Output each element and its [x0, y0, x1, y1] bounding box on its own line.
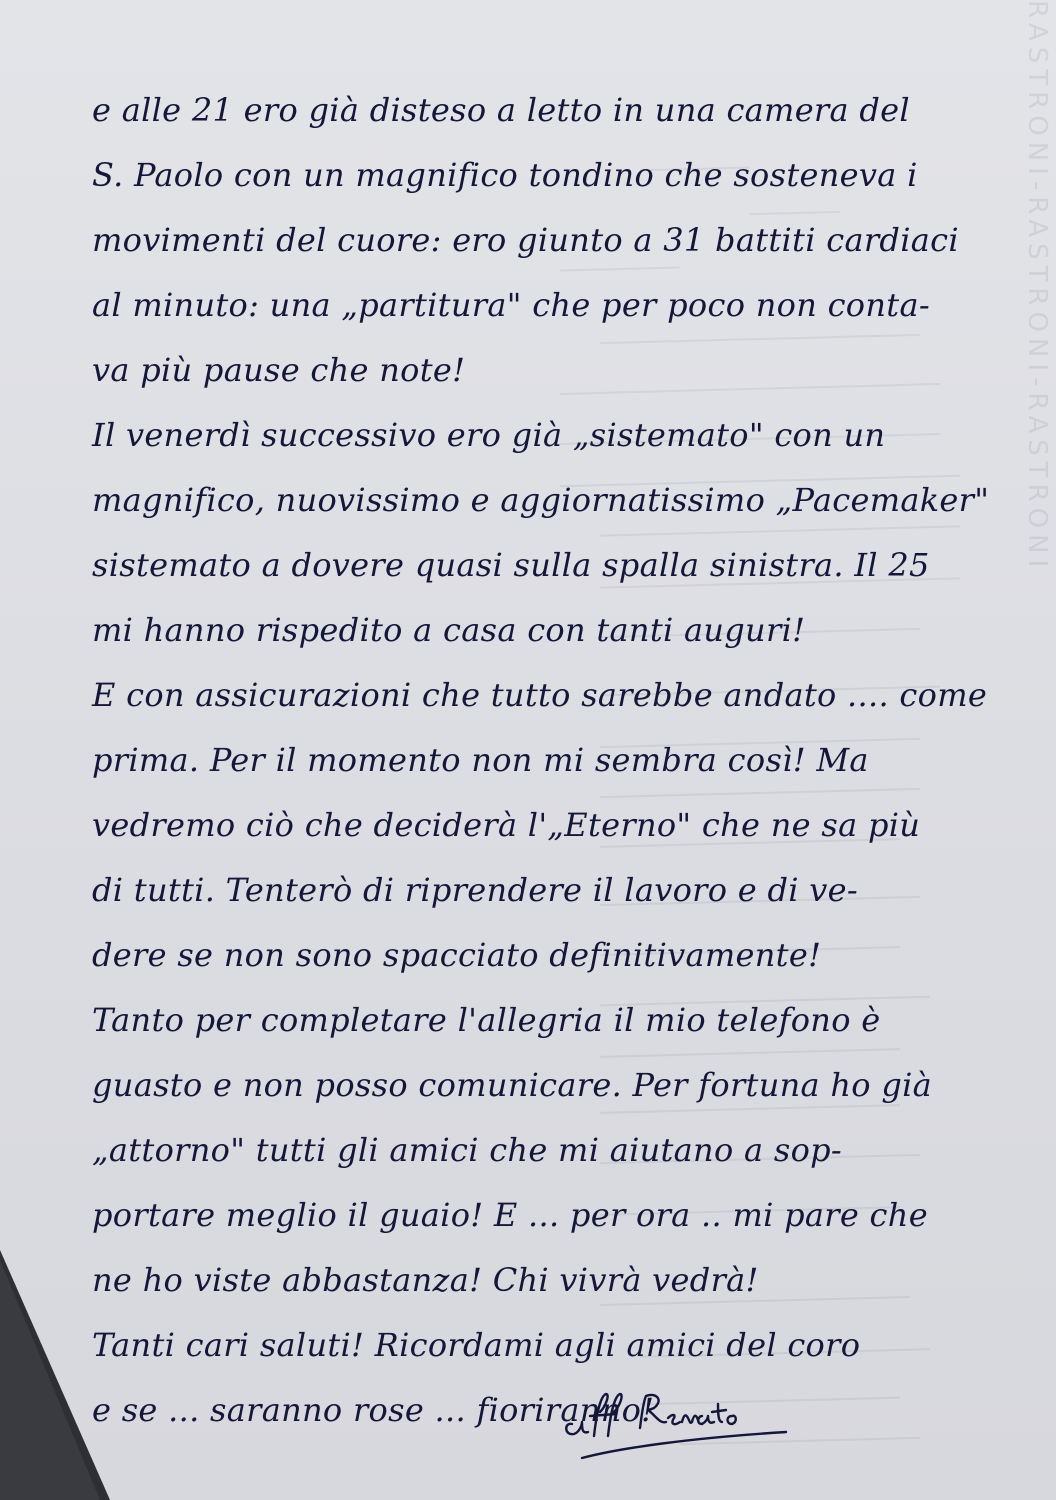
letter-line: al minuto: una „partitura" che per poco non conta-: [92, 286, 930, 324]
letter-line: Tanto per completare l'allegria il mio telefono è: [92, 1001, 881, 1039]
letter-line: guasto e non posso comunicare. Per fortuna ho già: [92, 1066, 933, 1104]
letter-line: e alle 21 ero già disteso a letto in una camera del: [92, 91, 910, 129]
letter-line: di tutti. Tenterò di riprendere il lavoro e di ve-: [92, 871, 859, 909]
letter-line: portare meglio il guaio! E ... per ora .. mi pare che: [92, 1196, 928, 1234]
signature-drawing: [560, 1382, 800, 1462]
letter-body: [92, 78, 990, 1443]
letter-line: dere se non sono spacciato definitivamente!: [92, 936, 822, 974]
letter-line: vedremo ciò che deciderà l'„Eterno" che ne sa più: [92, 806, 921, 844]
paper-watermark: RASTRONI-RASTRONI-RASTRONI: [1022, 0, 1052, 574]
letter-line: movimenti del cuore: ero giunto a 31 battiti cardiaci: [92, 221, 959, 259]
letter-line: prima. Per il momento non mi sembra così! Ma: [92, 741, 869, 779]
letter-line: magnifico, nuovissimo e aggiornatissimo „Pacemaker": [92, 481, 990, 519]
letter-line: sistemato a dovere quasi sulla spalla sinistra. Il 25: [92, 546, 930, 584]
letter-line: E con assicurazioni che tutto sarebbe andato .... come: [92, 676, 988, 714]
page-corner-shadow: [0, 1260, 100, 1500]
letter-line: S. Paolo con un magnifico tondino che sosteneva i: [92, 156, 918, 194]
letter-line: Il venerdì successivo ero già „sistemato" con un: [92, 416, 886, 454]
handwritten-signature: [560, 1382, 800, 1462]
letter-line: ne ho viste abbastanza! Chi vivrà vedrà!: [92, 1261, 759, 1299]
letter-line: e se ... saranno rose ... fioriranno!: [92, 1391, 655, 1429]
letter-line: Tanti cari saluti! Ricordami agli amici del coro: [92, 1326, 861, 1364]
letter-line: mi hanno rispedito a casa con tanti auguri!: [92, 611, 806, 649]
letter-line: va più pause che note!: [92, 351, 466, 389]
letter-line: „attorno" tutti gli amici che mi aiutano a sop-: [92, 1131, 843, 1169]
